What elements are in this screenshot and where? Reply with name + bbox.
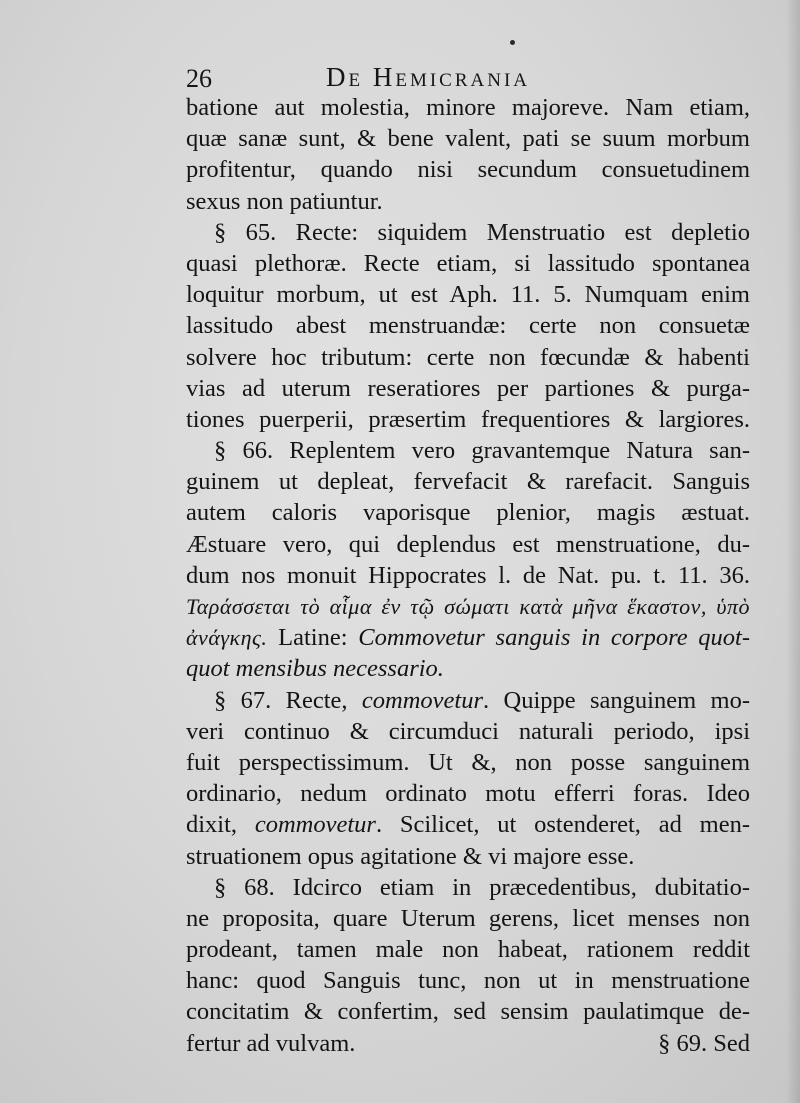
text-line (186, 92, 750, 123)
line-text: sexus non patiuntur. (186, 187, 383, 215)
ink-speck (510, 40, 515, 45)
line-text: § 65. Recte: siquidem Menstruatio est depletio (214, 218, 750, 246)
line-text: Æstuare vero, qui deplendus est menstruatione, du- (186, 530, 750, 558)
line-text: autem caloris vaporisque plenior, magis æstuat. (186, 499, 750, 527)
text-line (186, 560, 750, 591)
text-line (186, 622, 750, 653)
text-line (186, 1028, 750, 1059)
greek-text: Ταράσσεται τὸ αἷμα ἐν τῷ σώματι κατὰ μῆνα ἕκαστον, ὑπὸ (186, 594, 750, 619)
line-text: ordinario, nedum ordinato motu efferri foras. Ideo (186, 780, 750, 808)
text-line (186, 872, 750, 903)
text-line (186, 778, 750, 809)
line-text: solvere hoc tributum: certe non fœcundæ & habenti (186, 343, 750, 371)
text-line (186, 123, 750, 154)
text-line (186, 841, 750, 872)
line-text: quasi plethoræ. Recte etiam, si lassitudo spontanea (186, 249, 750, 277)
text-line (186, 279, 750, 310)
line-text: hanc: quod Sanguis tunc, non ut in menstruatione (186, 967, 750, 995)
italic-text: commovetur (254, 811, 376, 839)
line-text: lassitudo abest menstruandæ: certe non consuetæ (186, 312, 750, 340)
text-line (186, 373, 750, 404)
greek-text: ἀνάγκης. (186, 625, 268, 651)
line-text: loquitur morbum, ut est Aph. 11. 5. Numquam enim (186, 281, 750, 309)
text-line (186, 747, 750, 778)
running-head (186, 60, 746, 96)
line-text: . Quippe sanguinem mo- (483, 686, 750, 714)
text-line (186, 435, 750, 466)
text-line (186, 466, 750, 497)
line-text: prodeant, tamen male non habeat, rationem reddit (186, 936, 750, 964)
text-line (186, 404, 750, 435)
text-line (186, 903, 750, 934)
text-line (186, 342, 750, 373)
line-text: tiones puerperii, præsertim frequentiores & largiores. (186, 405, 750, 433)
text-line (186, 716, 750, 747)
line-text: fuit perspectissimum. Ut &, non posse sanguinem (186, 748, 750, 776)
line-text: batione aut molestia, minore majoreve. Nam etiam, (186, 94, 750, 121)
text-line (186, 248, 750, 279)
text-line (186, 934, 750, 965)
italic-text: quot mensibus necessario. (186, 655, 444, 683)
line-text: struationem opus agitatione & vi majore esse. (186, 842, 635, 870)
line-text: veri continuo & circumduci naturali periodo, ipsi (186, 717, 750, 745)
line-text: dixit, (186, 811, 255, 839)
text-line (186, 217, 750, 248)
catchword: § 69. Sed (658, 1029, 750, 1057)
line-text: fertur ad vulvam. (186, 1029, 356, 1057)
text-line (186, 154, 750, 185)
text-line (186, 965, 750, 996)
line-text: guinem ut depleat, fervefacit & rarefacit. Sanguis (186, 468, 750, 496)
text-line (186, 591, 750, 622)
line-text: dum nos monuit Hippocrates l. de Nat. pu. t. 11. 36. (186, 561, 750, 589)
line-text: Latine: (267, 624, 359, 652)
line-text: . Scilicet, ut ostenderet, ad men- (375, 811, 750, 839)
line-text: § 66. Replentem vero gravantemque Natura san- (214, 437, 750, 465)
page-gutter-shadow (786, 0, 800, 1103)
line-text: concitatim & confertim, sed sensim paulatimque de- (186, 998, 750, 1026)
italic-text: Commovetur sanguis in corpore quot- (358, 624, 751, 652)
line-text: ne proposita, quare Uterum gerens, licet menses non (186, 904, 750, 932)
line-text: profitentur, quando nisi secundum consuetudinem (186, 156, 750, 184)
page-title: De Hemicrania (326, 62, 531, 92)
text-line (186, 685, 750, 716)
line-text: vias ad uterum reseratiores per partiones & purga- (186, 374, 750, 402)
line-text: § 67. Recte, (214, 686, 362, 714)
line-text: quæ sanæ sunt, & bene valent, pati se suum morbum (186, 125, 750, 153)
italic-text: commovetur (361, 686, 483, 714)
text-line (186, 186, 750, 217)
body-text (186, 92, 750, 1059)
text-line (186, 529, 750, 560)
text-line (186, 996, 750, 1027)
page-number: 26 (186, 64, 212, 93)
line-text: § 68. Idcirco etiam in præcedentibus, dubitatio- (214, 873, 750, 901)
text-line (186, 497, 750, 528)
text-line (186, 310, 750, 341)
text-line (186, 653, 750, 684)
text-line (186, 809, 750, 840)
